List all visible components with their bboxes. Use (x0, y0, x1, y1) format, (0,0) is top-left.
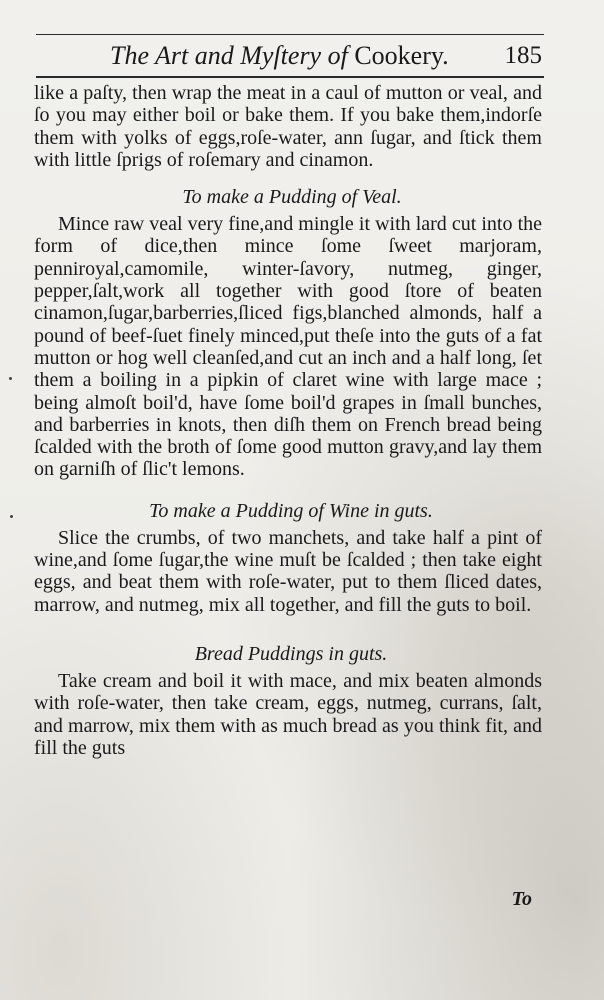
page-body (34, 82, 542, 759)
section-text-veal-pudding: Mince raw veal very fine,and mingle it with lard cut into the form of dice,then mince ſome ſweet marjoram, penniroyal,camomile, winter-ſavory, nutmeg, ginger, pepper,ſalt,work all together with good ſtore of beaten cinamon,ſugar,barberries,ſliced figs,blanched almonds, half a pound of beef-ſuet finely minced,put theſe into the guts of a fat mutton or hog well cleanſed,and cut an inch and a half long, ſet them a boiling in a pipkin of claret wine with large mace ; being almoſt boil'd, have ſome boil'd grapes in ſmall bunches, and barberries in knots, then diſh them on French bread being ſcalded with the broth of ſome good mutton gravy,and lay them on garniſh of ſlic't lemons. (34, 213, 542, 481)
section-heading-veal-pudding: To make a Pudding of Veal. (182, 186, 402, 209)
running-head (110, 38, 542, 74)
margin-mark (9, 377, 12, 380)
page-number: 185 (504, 42, 542, 69)
header-top-rule (36, 34, 544, 35)
header-bottom-rule (36, 76, 544, 78)
running-title (110, 41, 449, 70)
catchword: To (511, 888, 532, 910)
running-title-italic: The Art and Myſtery of (110, 41, 348, 70)
intro-paragraph: like a paſty, then wrap the meat in a caul of mutton or veal, and ſo you may either boil or bake them. If you bake them,indorſe them with yolks of eggs,roſe-water, ann ſugar, and ſtick them with little ſprigs of roſemary and cinamon. (34, 82, 542, 171)
section-heading-bread-puddings: Bread Puddings in guts. (194, 642, 388, 665)
running-title-roman: Cookery. (354, 41, 449, 70)
section-text-bread-puddings: Take cream and boil it with mace, and mix beaten almonds with roſe-water, then take cream, eggs, nutmeg, currans, ſalt, and marrow, mix them with as much bread as you think fit, and fill the guts (34, 669, 542, 759)
margin-mark (10, 515, 13, 518)
section-heading-wine-pudding: To make a Pudding of Wine in guts. (149, 499, 433, 522)
section-text-wine-pudding: Slice the crumbs, of two manchets, and take half a pint of wine,and ſome ſugar,the wine muſt be ſcalded ; then take eight eggs, and beat them with roſe-water, put to them ſliced dates, marrow, and nutmeg, mix all together, and fill the guts to boil. (34, 526, 542, 616)
